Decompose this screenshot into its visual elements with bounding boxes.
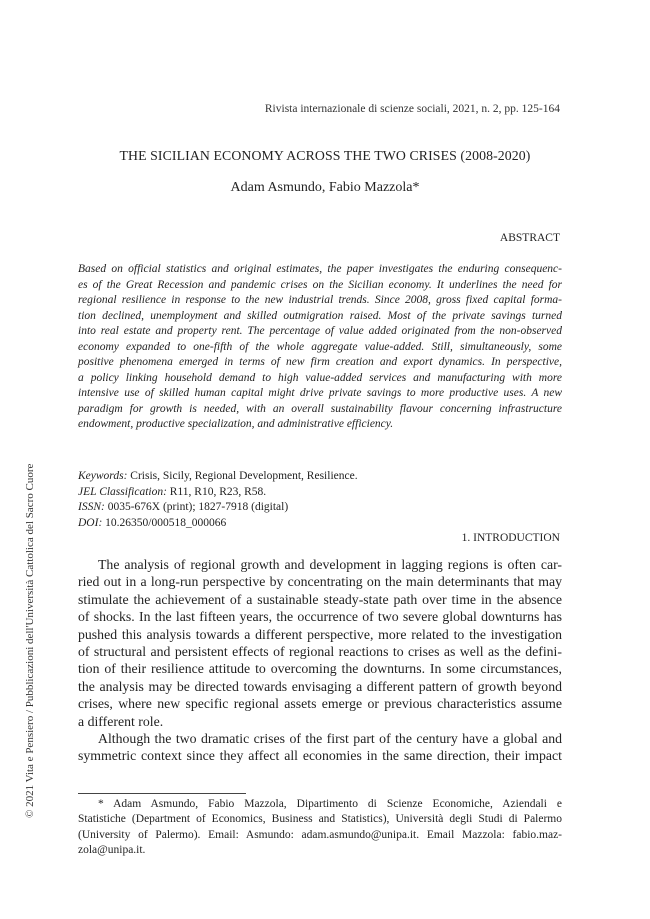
- issn-label: ISSN:: [78, 501, 105, 513]
- abstract-line: paradigm for growth is needed, with an overall sustainability flavour concerning infrastructure: [78, 402, 562, 415]
- footnote-line: Statistiche (Department of Economics, Business and Statistics), Università degli Studi di Palermo: [78, 813, 562, 826]
- abstract-line: tion declined, unemployment and skilled outmigration raised. Most of the private savings turned: [78, 309, 562, 322]
- doi-line: [78, 516, 358, 532]
- jel-value: R11, R10, R23, R58.: [166, 485, 267, 498]
- abstract-line: economy expanded to one-fifth of the whole aggregate value-added. Still, simultaneously, some: [78, 340, 562, 353]
- doi-label: DOI:: [78, 516, 103, 529]
- keywords-label: Keywords:: [78, 470, 128, 482]
- journal-reference: Rivista internazionale di scienze sociali, 2021, n. 2, pp. 125-164: [264, 103, 560, 115]
- intro-line: the analysis may be directed towards envisaging a different pattern of growth beyond: [78, 678, 562, 694]
- intro-line: Although the two dramatic crises of the first part of the century have a global and: [98, 731, 562, 747]
- abstract-line: regional resilience in response to the new industrial trends. Since 2008, gross fixed capital forma-: [78, 294, 562, 306]
- jel-label: JEL Classification:: [78, 485, 167, 498]
- abstract-line: Based on official statistics and original estimates, the paper investigates the enduring consequenc-: [78, 263, 562, 275]
- intro-line: of structural and persistent effects of regional reactions to crises as well as the defini-: [78, 644, 562, 660]
- keywords-value: Crisis, Sicily, Regional Development, Resilience.: [127, 470, 358, 482]
- intro-line: a different role.: [78, 713, 164, 729]
- footnote-line: zola@unipa.it.: [78, 844, 146, 857]
- intro-line: pushed this analysis towards a different perspective, more related to the investigation: [78, 626, 562, 642]
- footnote-line: (University of Palermo). Email: Asmundo: adam.asmundo@unipa.it. Email Mazzola: fabio.maz-: [78, 828, 562, 841]
- abstract-line: es of the Great Recession and pandemic crises on the Sicilian economy. It underlines the need for: [78, 278, 562, 291]
- abstract-body: [78, 262, 562, 433]
- abstract-line: into real estate and property rent. The percentage of value added originated from the non-observed: [78, 325, 562, 337]
- side-copyright: © 2021 Vita e Pensiero / Pubblicazioni dell'Università Cattolica del Sacro Cuore: [24, 463, 36, 818]
- abstract-heading: ABSTRACT: [499, 232, 560, 244]
- paper-title: THE SICILIAN ECONOMY ACROSS THE TWO CRISES (2008-2020): [119, 148, 531, 163]
- abstract-line: a policy linking household demand to high value-added services and manufacturing with more: [78, 371, 562, 384]
- keywords-line: [78, 469, 358, 485]
- intro-line: stimulate the achievement of a sustainable steady-state path over time in the absence: [78, 591, 562, 607]
- abstract-line: endowment, productive specialization, and administrative efficiency.: [78, 418, 394, 430]
- intro-line: ried out in a long-run perspective by concentrating on the main determinants that may: [78, 574, 562, 590]
- intro-line: tion of their resilience attitude to overcoming the downturns. In some circumstances,: [78, 661, 562, 677]
- abstract-line: intensive use of skilled human capital might drive private savings to more productive uses. A new: [78, 387, 562, 399]
- issn-value: 0035-676X (print); 1827-7918 (digital): [104, 501, 289, 513]
- paper-metadata: [78, 469, 358, 531]
- intro-line: of shocks. In the last fifteen years, the occurrence of two severe global downturns has: [78, 609, 562, 625]
- intro-line: crises, where new specific regional assets emerge or previous characteristics assume: [78, 696, 562, 712]
- intro-line: symmetric context since they affect all economies in the same direction, their impact: [78, 748, 562, 764]
- jel-line: [78, 485, 358, 501]
- footnote-line: * Adam Asmundo, Fabio Mazzola, Dipartimento di Scienze Economiche, Aziendali e: [98, 798, 562, 810]
- author-footnote: [78, 797, 562, 859]
- paper-authors: Adam Asmundo, Fabio Mazzola*: [230, 180, 420, 195]
- introduction-heading: 1. INTRODUCTION: [461, 532, 560, 544]
- issn-line: [78, 500, 358, 516]
- abstract-line: positive phenomena emerged in terms of new firm creation and export dynamics. In perspective,: [78, 356, 562, 368]
- intro-line: The analysis of regional growth and development in lagging regions is often car-: [98, 557, 562, 572]
- footnote-rule: [78, 793, 246, 794]
- doi-value: 10.26350/000518_000066: [102, 516, 227, 529]
- introduction-body: [78, 556, 562, 765]
